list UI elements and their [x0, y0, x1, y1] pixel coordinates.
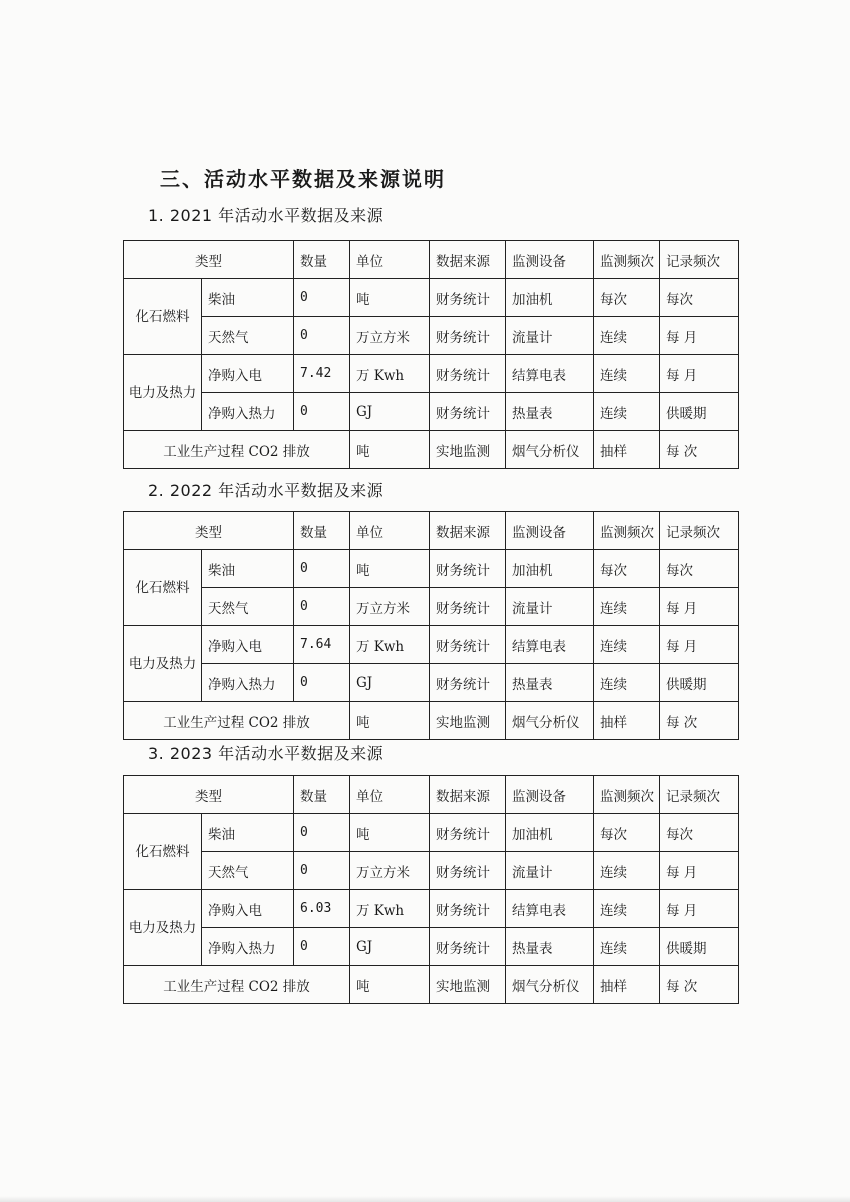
header-cell: 数量 [294, 776, 350, 814]
source-cell: 财务统计 [430, 317, 506, 355]
type-cell: 净购入热力 [202, 928, 294, 966]
header-cell: 监测设备 [506, 241, 594, 279]
table-row [124, 928, 739, 966]
group-name-cell: 化石燃料 [124, 550, 202, 626]
device-cell: 热量表 [506, 928, 594, 966]
device-cell: 烟气分析仪 [506, 966, 594, 1004]
qty-cell: 7.64 [294, 626, 350, 664]
unit-cell: 万 Kwh [350, 626, 430, 664]
unit-cell: 万 Kwh [350, 355, 430, 393]
record-cell: 每 月 [660, 355, 739, 393]
monitor-cell: 每次 [594, 814, 660, 852]
type-cell: 柴油 [202, 279, 294, 317]
record-cell: 每 次 [660, 431, 739, 469]
unit-cell: 万立方米 [350, 588, 430, 626]
header-cell: 数据来源 [430, 241, 506, 279]
unit-cell: 吨 [350, 431, 430, 469]
monitor-cell: 每次 [594, 279, 660, 317]
header-cell: 类型 [124, 241, 294, 279]
qty-cell: 0 [294, 664, 350, 702]
header-cell: 监测设备 [506, 512, 594, 550]
header-cell: 监测频次 [594, 776, 660, 814]
qty-cell: 0 [294, 814, 350, 852]
monitor-cell: 连续 [594, 928, 660, 966]
unit-cell: GJ [350, 664, 430, 702]
device-cell: 加油机 [506, 279, 594, 317]
record-cell: 每 月 [660, 626, 739, 664]
device-cell: 流量计 [506, 588, 594, 626]
section-title: 三、活动水平数据及来源说明 [160, 167, 446, 191]
source-cell: 财务统计 [430, 626, 506, 664]
unit-cell: 万立方米 [350, 317, 430, 355]
type-cell: 净购入热力 [202, 393, 294, 431]
group-name-cell: 化石燃料 [124, 814, 202, 890]
table-title: 2. 2022 年活动水平数据及来源 [148, 481, 384, 500]
table-row [124, 966, 739, 1004]
source-cell: 财务统计 [430, 928, 506, 966]
group-name-cell: 电力及热力 [124, 890, 202, 966]
source-cell: 财务统计 [430, 355, 506, 393]
device-cell: 流量计 [506, 852, 594, 890]
source-cell: 财务统计 [430, 852, 506, 890]
monitor-cell: 连续 [594, 852, 660, 890]
table-row [124, 814, 739, 852]
device-cell: 热量表 [506, 664, 594, 702]
record-cell: 每次 [660, 814, 739, 852]
monitor-cell: 连续 [594, 664, 660, 702]
unit-cell: 吨 [350, 966, 430, 1004]
record-cell: 供暖期 [660, 928, 739, 966]
monitor-cell: 抽样 [594, 431, 660, 469]
unit-cell: GJ [350, 928, 430, 966]
unit-cell: 吨 [350, 702, 430, 740]
unit-cell: GJ [350, 393, 430, 431]
source-cell: 财务统计 [430, 664, 506, 702]
table-row [124, 664, 739, 702]
table-row [124, 852, 739, 890]
device-cell: 热量表 [506, 393, 594, 431]
monitor-cell: 连续 [594, 626, 660, 664]
qty-cell: 0 [294, 852, 350, 890]
source-cell: 财务统计 [430, 550, 506, 588]
group-name-cell: 电力及热力 [124, 626, 202, 702]
source-cell: 实地监测 [430, 431, 506, 469]
monitor-cell: 抽样 [594, 702, 660, 740]
record-cell: 每 月 [660, 890, 739, 928]
record-cell: 每次 [660, 550, 739, 588]
device-cell: 加油机 [506, 814, 594, 852]
header-cell: 记录频次 [660, 241, 739, 279]
device-cell: 结算电表 [506, 355, 594, 393]
header-cell: 类型 [124, 776, 294, 814]
device-cell: 烟气分析仪 [506, 702, 594, 740]
record-cell: 每 月 [660, 317, 739, 355]
type-cell: 天然气 [202, 317, 294, 355]
type-cell: 天然气 [202, 588, 294, 626]
type-cell: 天然气 [202, 852, 294, 890]
qty-cell: 0 [294, 393, 350, 431]
source-cell: 实地监测 [430, 702, 506, 740]
unit-cell: 吨 [350, 550, 430, 588]
record-cell: 每次 [660, 279, 739, 317]
source-cell: 实地监测 [430, 966, 506, 1004]
qty-cell: 0 [294, 588, 350, 626]
table-row [124, 355, 739, 393]
device-cell: 烟气分析仪 [506, 431, 594, 469]
table-row [124, 317, 739, 355]
qty-cell: 0 [294, 279, 350, 317]
activity-data-table [123, 775, 739, 1004]
source-cell: 财务统计 [430, 279, 506, 317]
device-cell: 结算电表 [506, 626, 594, 664]
qty-cell: 0 [294, 928, 350, 966]
header-cell: 记录频次 [660, 776, 739, 814]
header-cell: 单位 [350, 776, 430, 814]
type-cell: 净购入电 [202, 890, 294, 928]
source-cell: 财务统计 [430, 814, 506, 852]
record-cell: 每 次 [660, 702, 739, 740]
monitor-cell: 连续 [594, 317, 660, 355]
record-cell: 供暖期 [660, 393, 739, 431]
device-cell: 加油机 [506, 550, 594, 588]
header-cell: 监测频次 [594, 512, 660, 550]
qty-cell: 0 [294, 317, 350, 355]
activity-data-table [123, 511, 739, 740]
header-cell: 数量 [294, 512, 350, 550]
group-name-cell: 电力及热力 [124, 355, 202, 431]
device-cell: 流量计 [506, 317, 594, 355]
group-name-cell: 化石燃料 [124, 279, 202, 355]
table-row [124, 702, 739, 740]
type-cell: 净购入电 [202, 355, 294, 393]
header-cell: 监测设备 [506, 776, 594, 814]
monitor-cell: 连续 [594, 393, 660, 431]
table-title: 3. 2023 年活动水平数据及来源 [148, 744, 384, 763]
qty-cell: 0 [294, 550, 350, 588]
table-title: 1. 2021 年活动水平数据及来源 [148, 206, 384, 225]
process-type-cell: 工业生产过程 CO2 排放 [124, 966, 350, 1004]
qty-cell: 7.42 [294, 355, 350, 393]
table-header-row [124, 776, 739, 814]
header-cell: 单位 [350, 512, 430, 550]
monitor-cell: 连续 [594, 588, 660, 626]
table-row [124, 550, 739, 588]
source-cell: 财务统计 [430, 588, 506, 626]
source-cell: 财务统计 [430, 890, 506, 928]
header-cell: 数量 [294, 241, 350, 279]
qty-cell: 6.03 [294, 890, 350, 928]
table-row [124, 890, 739, 928]
record-cell: 每 次 [660, 966, 739, 1004]
header-cell: 数据来源 [430, 512, 506, 550]
header-cell: 监测频次 [594, 241, 660, 279]
process-type-cell: 工业生产过程 CO2 排放 [124, 702, 350, 740]
monitor-cell: 连续 [594, 355, 660, 393]
type-cell: 柴油 [202, 550, 294, 588]
record-cell: 每 月 [660, 588, 739, 626]
record-cell: 每 月 [660, 852, 739, 890]
table-row [124, 588, 739, 626]
header-cell: 数据来源 [430, 776, 506, 814]
process-type-cell: 工业生产过程 CO2 排放 [124, 431, 350, 469]
record-cell: 供暖期 [660, 664, 739, 702]
monitor-cell: 抽样 [594, 966, 660, 1004]
table-row [124, 279, 739, 317]
table-row [124, 626, 739, 664]
header-cell: 单位 [350, 241, 430, 279]
table-row [124, 393, 739, 431]
table-header-row [124, 241, 739, 279]
unit-cell: 万立方米 [350, 852, 430, 890]
table-row [124, 431, 739, 469]
header-cell: 记录频次 [660, 512, 739, 550]
unit-cell: 吨 [350, 814, 430, 852]
unit-cell: 万 Kwh [350, 890, 430, 928]
scan-edge [0, 1196, 850, 1202]
type-cell: 净购入热力 [202, 664, 294, 702]
header-cell: 类型 [124, 512, 294, 550]
device-cell: 结算电表 [506, 890, 594, 928]
unit-cell: 吨 [350, 279, 430, 317]
activity-data-table [123, 240, 739, 469]
type-cell: 柴油 [202, 814, 294, 852]
monitor-cell: 连续 [594, 890, 660, 928]
type-cell: 净购入电 [202, 626, 294, 664]
source-cell: 财务统计 [430, 393, 506, 431]
table-header-row [124, 512, 739, 550]
monitor-cell: 每次 [594, 550, 660, 588]
